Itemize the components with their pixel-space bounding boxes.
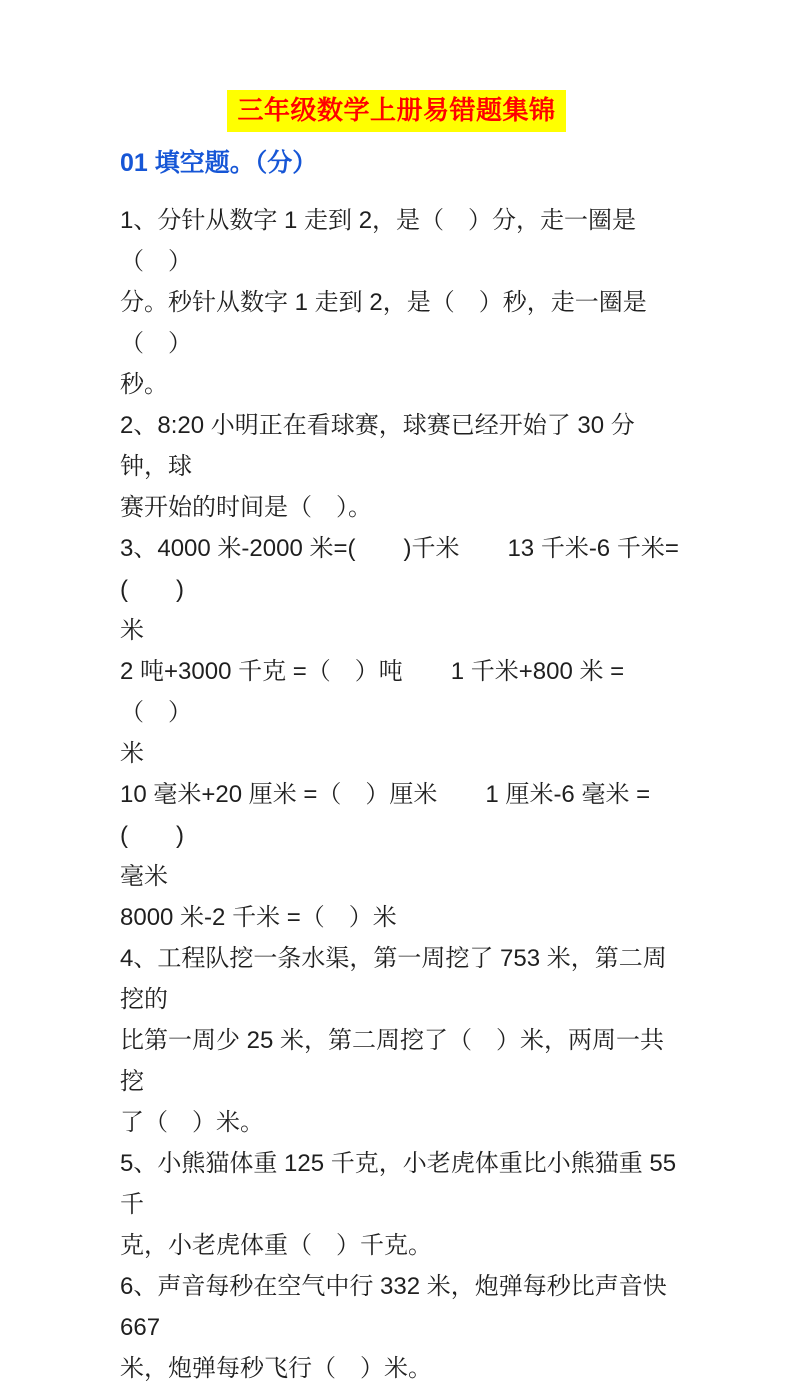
document-title: 三年级数学上册易错题集锦 — [227, 90, 565, 132]
question-line: 秒。 — [120, 370, 168, 398]
question-line: 毫米 — [120, 862, 168, 890]
question-line: 米，炮弹每秒飞行（ ）米。 — [120, 1354, 432, 1382]
question-line: 1、分针从数字 1 走到 2，是（ ）分，走一圈是（ ） — [120, 206, 637, 275]
question-line: 米 — [120, 616, 144, 644]
question-line: 3、4000 米-2000 米=( )千米 13 千米-6 千米=( ) — [120, 534, 679, 603]
question-6 — [120, 1266, 681, 1389]
question-line: 5、小熊猫体重 125 千克，小老虎体重比小熊猫重 55 千 — [120, 1149, 683, 1218]
title-wrap — [0, 0, 793, 132]
question-4 — [120, 938, 681, 1143]
question-line: 米 — [120, 739, 144, 767]
question-line: 克，小老虎体重（ ）千克。 — [120, 1231, 432, 1259]
section-heading: 01 填空题。（分） — [120, 148, 318, 177]
question-line: 了（ ）米。 — [120, 1108, 264, 1136]
question-line: 8000 米-2 千米 =（ ）米 — [120, 903, 397, 931]
question-line: 6、声音每秒在空气中行 332 米，炮弹每秒比声音快 667 — [120, 1272, 674, 1341]
question-3 — [120, 528, 681, 938]
questions-body — [120, 200, 681, 1389]
question-line: 2 吨+3000 千克 =（ ）吨 1 千米+800 米 =（ ） — [120, 657, 625, 726]
question-line: 赛开始的时间是（ ）。 — [120, 493, 372, 521]
question-line: 2、8:20 小明正在看球赛，球赛已经开始了 30 分钟，球 — [120, 411, 635, 480]
question-2 — [120, 405, 681, 528]
question-line: 10 毫米+20 厘米 =（ ）厘米 1 厘米-6 毫米 =( ) — [120, 780, 651, 849]
question-line: 4、工程队挖一条水渠，第一周挖了 753 米，第二周挖的 — [120, 944, 667, 1013]
question-line: 比第一周少 25 米，第二周挖了（ ）米，两周一共挖 — [120, 1026, 665, 1095]
question-1 — [120, 200, 681, 405]
question-line: 分。秒针从数字 1 走到 2，是（ ）秒，走一圈是（ ） — [120, 288, 647, 357]
question-5 — [120, 1143, 681, 1266]
